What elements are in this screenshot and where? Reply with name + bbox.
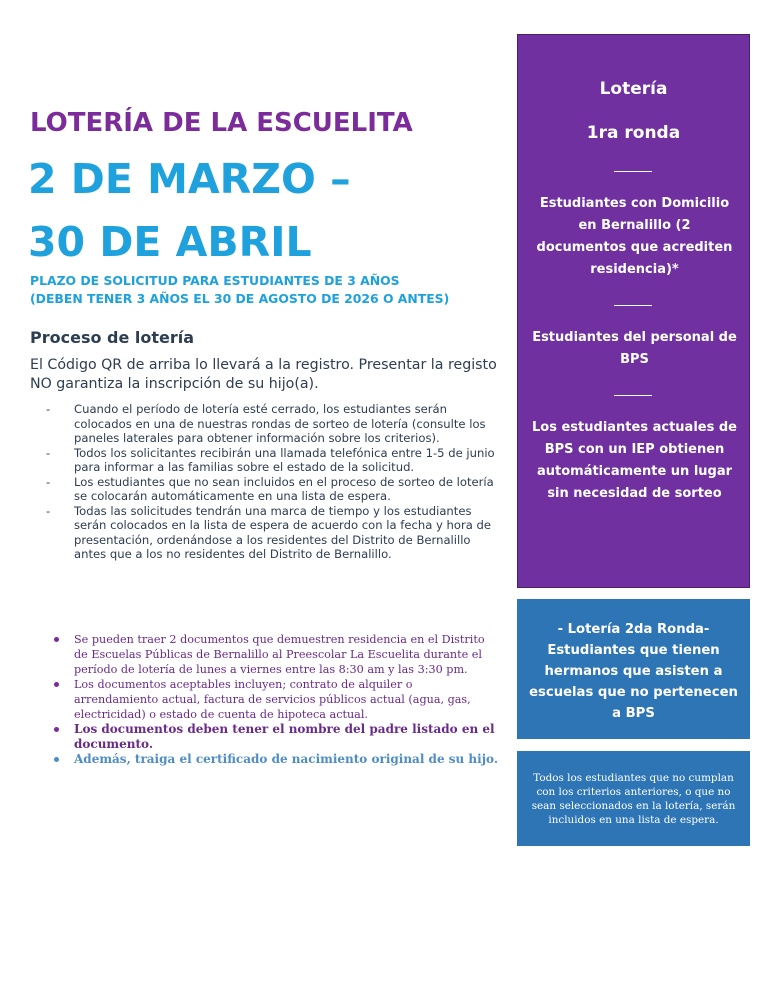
deadline-line-1: PLAZO DE SOLICITUD PARA ESTUDIANTES DE 3 AÑOS [30, 273, 400, 288]
list-item [46, 402, 498, 446]
date-end: 30 DE ABRIL [28, 218, 312, 266]
list-item-text: Se pueden traer 2 documentos que demuestren residencia en el Distrito de Escuelas Públicas de Bernalillo al Preescolar La Escuelita durante el período de lotería de lunes a viernes entre las 8:30 am y las 3:30 pm. [74, 633, 485, 676]
list-item-text: Los estudiantes que no sean incluidos en el proceso de sorteo de lotería se colocarán automáticamente en una lista de espera. [74, 474, 494, 503]
list-item [46, 475, 498, 504]
list-item [52, 632, 500, 677]
bullet-dot-icon [54, 727, 59, 732]
flyer-title: LOTERÍA DE LA ESCUELITA [30, 108, 413, 138]
criteria-residents: Estudiantes con Domicilio en Bernalillo (2 documentos que acrediten residencia)* [536, 196, 733, 277]
list-item-text: Los documentos deben tener el nombre del padre listado en el documento. [74, 722, 495, 751]
list-item-text: Todas las solicitudes tendrán una marca de tiempo y los estudiantes serán colocados en la lista de espera de acuerdo con la fecha y hora de presentación, ordenándose a los residentes del Distrito de Bernalillo antes que a los no residentes del Distrito de Bernalillo. [74, 503, 492, 561]
dash-bullet: - [46, 445, 51, 460]
panel-title: Lotería [599, 79, 668, 99]
bullet-dot-icon [54, 682, 59, 687]
divider [614, 171, 652, 172]
divider [614, 395, 652, 396]
list-item-text: Los documentos aceptables incluyen; contrato de alquiler o arrendamiento actual, factura de servicios públicos actual (agua, gas, electricidad) o estado de cuenta de hipoteca actual. [74, 678, 471, 721]
list-item-text: Todos los solicitantes recibirán una llamada telefónica entre 1-5 de junio para informar a las familias sobre el estado de la solicitud. [74, 445, 495, 474]
list-item [46, 446, 498, 475]
waitlist-note-text: Todos los estudiantes que no cumplan con los criterios anteriores, o que no sean seleccionados en la lotería, serán incluidos en una lista de espera. [531, 772, 736, 826]
date-start: 2 DE MARZO – [28, 155, 351, 203]
dash-bullet: - [46, 402, 51, 416]
list-item [52, 752, 500, 767]
dash-bullet: - [46, 474, 51, 489]
list-item [52, 722, 500, 752]
process-list [46, 402, 498, 562]
waitlist-note-panel [517, 751, 750, 846]
application-deadline [30, 272, 449, 308]
dash-bullet: - [46, 503, 51, 518]
round-one-panel [517, 34, 750, 588]
bullet-dot-icon [54, 757, 59, 762]
bullet-dot-icon [54, 637, 59, 642]
panel-subtitle: 1ra ronda [586, 123, 681, 143]
round-two-panel [517, 599, 750, 739]
criteria-iep: Los estudiantes actuales de BPS con un IEP obtienen automáticamente un lugar sin necesidad de sorteo [532, 420, 737, 501]
documents-list [52, 632, 500, 767]
round-two-text: - Lotería 2da Ronda- Estudiantes que tienen hermanos que asisten a escuelas que no pertenecen a BPS [529, 622, 738, 721]
divider [614, 305, 652, 306]
criteria-staff: Estudiantes del personal de BPS [532, 330, 737, 367]
deadline-line-2: (DEBEN TENER 3 AÑOS EL 30 DE AGOSTO DE 2026 O ANTES) [30, 291, 450, 306]
process-heading: Proceso de lotería [30, 328, 195, 347]
list-item-text: Cuando el período de lotería esté cerrado, los estudiantes serán colocados en una de nuestras rondas de sorteo de lotería (consulte los paneles laterales para obtener información sobre los criterios). [74, 402, 486, 445]
process-intro: El Código QR de arriba lo llevará a la registro. Presentar la registo NO garantiza la inscripción de su hijo(a). [30, 357, 497, 392]
list-item [52, 677, 500, 722]
list-item-text: Además, traiga el certificado de nacimiento original de su hijo. [74, 752, 499, 766]
list-item [46, 504, 498, 562]
